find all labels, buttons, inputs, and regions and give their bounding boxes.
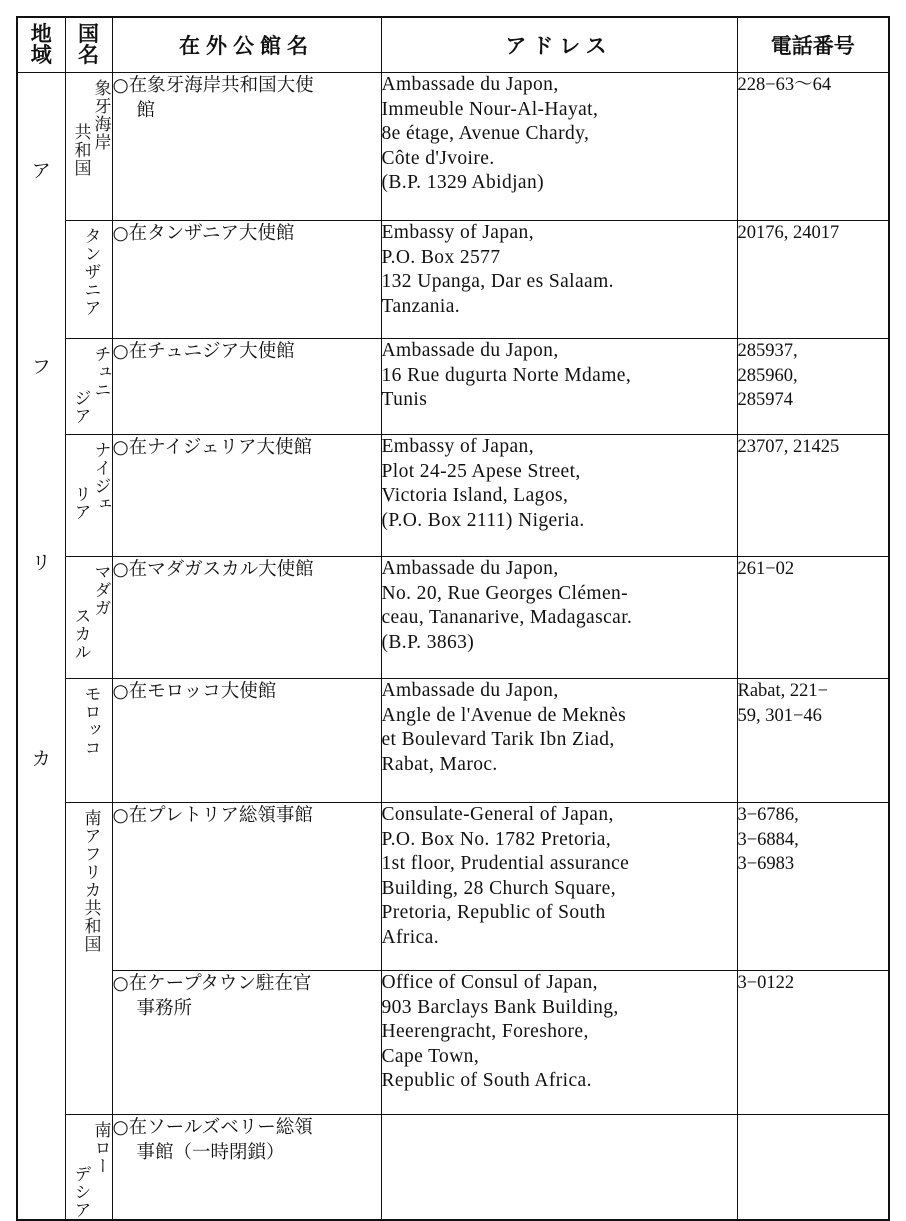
address-cell bbox=[381, 339, 737, 435]
address-line: Ambassade du Japon, bbox=[381, 74, 559, 95]
address-line: Tanzania. bbox=[381, 295, 461, 317]
country-name-column: ナイジェ bbox=[90, 441, 111, 513]
mission-name bbox=[112, 971, 381, 1115]
phone-cell bbox=[737, 1115, 889, 1221]
address-line: Victoria Island, Lagos, bbox=[381, 485, 569, 506]
address-line: Pretoria, Republic of South bbox=[381, 902, 606, 923]
mission-name bbox=[112, 803, 381, 971]
mission-name-line: ○在ソールズベリー総領 bbox=[112, 1117, 313, 1138]
address-cell bbox=[381, 221, 737, 339]
country-name-column: マダガ bbox=[90, 563, 111, 617]
mission-name-line: ○在ナイジェリア大使館 bbox=[112, 437, 312, 458]
mission-name-line: ○在プレトリア総領事館 bbox=[112, 805, 313, 826]
header-row bbox=[17, 17, 889, 73]
address-line: Heerengracht, Foreshore, bbox=[381, 1021, 589, 1042]
country-name-column: 共和国 bbox=[70, 123, 91, 177]
embassy-table bbox=[16, 16, 890, 1221]
address-line: et Boulevard Tarik Ibn Ziad, bbox=[381, 729, 615, 750]
table-row bbox=[17, 557, 889, 679]
phone-line: 3−6983 bbox=[737, 854, 795, 874]
region-cell bbox=[17, 73, 65, 1221]
country-name-column: モロッコ bbox=[80, 685, 101, 757]
phone-line: Rabat, 221− bbox=[737, 681, 829, 701]
table-row bbox=[17, 339, 889, 435]
address-cell bbox=[381, 73, 737, 221]
address-line: (P.O. Box 2111) Nigeria. bbox=[381, 509, 585, 531]
mission-name-line: ○在モロッコ大使館 bbox=[112, 681, 277, 702]
phone-cell bbox=[737, 971, 889, 1115]
country-name-column: リア bbox=[70, 485, 91, 521]
address-line: Cape Town, bbox=[381, 1045, 480, 1067]
mission-name bbox=[112, 221, 381, 339]
address-cell bbox=[381, 435, 737, 557]
address-line: P.O. Box No. 1782 Pretoria, bbox=[381, 828, 612, 850]
phone-line: 261−02 bbox=[737, 559, 795, 579]
country-name bbox=[65, 73, 112, 221]
phone-cell bbox=[737, 435, 889, 557]
mission-name bbox=[112, 435, 381, 557]
address-cell bbox=[381, 679, 737, 803]
address-line: Côte d'Jvoire. bbox=[381, 147, 495, 169]
phone-line: 3−0122 bbox=[737, 973, 795, 993]
address-line: Plot 24-25 Apese Street, bbox=[381, 460, 581, 482]
region-char: フ bbox=[31, 356, 51, 378]
address-cell bbox=[381, 557, 737, 679]
country-name-column: チュニ bbox=[90, 345, 111, 399]
address-line: 903 Barclays Bank Building, bbox=[381, 996, 619, 1018]
phone-line: 285960, bbox=[737, 365, 798, 386]
mission-name-line: ○在ケープタウン駐在官 bbox=[112, 973, 312, 994]
mission-name-line: ○在マダガスカル大使館 bbox=[112, 559, 314, 580]
table-row bbox=[17, 435, 889, 557]
phone-line: 285937, bbox=[737, 341, 798, 361]
mission-name-line: ○在タンザニア大使館 bbox=[112, 223, 295, 244]
country-name bbox=[65, 557, 112, 679]
header-mission-name: 在外公館名 bbox=[112, 17, 381, 73]
address-line: No. 20, Rue Georges Clémen- bbox=[381, 582, 629, 604]
mission-name bbox=[112, 73, 381, 221]
address-cell bbox=[381, 803, 737, 971]
address-line: Africa. bbox=[381, 926, 439, 948]
phone-line: 3−6884, bbox=[737, 829, 799, 850]
country-name bbox=[65, 1115, 112, 1221]
mission-name-line: 館 bbox=[136, 100, 156, 121]
mission-name-line: ○在象牙海岸共和国大使 bbox=[112, 75, 314, 96]
mission-name bbox=[112, 679, 381, 803]
header-phone: 電話番号 bbox=[737, 17, 889, 73]
country-name bbox=[65, 435, 112, 557]
phone-line: 285974 bbox=[737, 390, 793, 410]
phone-line: 228−63〜64 bbox=[737, 75, 832, 95]
region-char: リ bbox=[31, 552, 51, 574]
mission-name-line: 事館（一時閉鎖） bbox=[136, 1142, 285, 1163]
mission-name-line: 事務所 bbox=[136, 998, 193, 1019]
mission-name-line: ○在チュニジア大使館 bbox=[112, 341, 295, 362]
address-line: Rabat, Maroc. bbox=[381, 753, 498, 775]
mission-name bbox=[112, 339, 381, 435]
address-line: Ambassade du Japon, bbox=[381, 680, 559, 701]
address-line: Embassy of Japan, bbox=[381, 222, 534, 243]
region-char: カ bbox=[31, 748, 51, 770]
address-line: (B.P. 3863) bbox=[381, 631, 475, 653]
country-name-column: 南アフリカ共和国 bbox=[80, 809, 101, 953]
table-row bbox=[17, 221, 889, 339]
address-line: 1st floor, Prudential assurance bbox=[381, 853, 630, 874]
mission-name bbox=[112, 557, 381, 679]
country-name-column: 象牙海岸 bbox=[90, 79, 111, 151]
mission-name bbox=[112, 1115, 381, 1221]
address-line: 132 Upanga, Dar es Salaam. bbox=[381, 271, 614, 292]
address-line: Ambassade du Japon, bbox=[381, 558, 559, 579]
phone-line: 59, 301−46 bbox=[737, 705, 822, 726]
phone-line: 3−6786, bbox=[737, 805, 799, 825]
country-name bbox=[65, 679, 112, 803]
country-name bbox=[65, 221, 112, 339]
address-line: P.O. Box 2577 bbox=[381, 246, 501, 268]
phone-cell bbox=[737, 339, 889, 435]
address-line: Immeuble Nour-Al-Hayat, bbox=[381, 98, 599, 120]
phone-line: 20176, 24017 bbox=[737, 223, 840, 243]
address-line: (B.P. 1329 Abidjan) bbox=[381, 172, 545, 193]
address-cell bbox=[381, 971, 737, 1115]
address-cell bbox=[381, 1115, 737, 1221]
phone-cell bbox=[737, 221, 889, 339]
address-line: 16 Rue dugurta Norte Mdame, bbox=[381, 364, 632, 386]
region-char: ア bbox=[31, 160, 51, 182]
header-address: アドレス bbox=[381, 17, 737, 73]
table-row bbox=[17, 679, 889, 803]
table-row bbox=[17, 73, 889, 221]
table-row bbox=[17, 971, 889, 1115]
address-line: Angle de l'Avenue de Meknès bbox=[381, 704, 627, 726]
phone-cell bbox=[737, 557, 889, 679]
country-name-column: 南ロー bbox=[90, 1121, 111, 1175]
address-line: Building, 28 Church Square, bbox=[381, 877, 616, 899]
address-line: Embassy of Japan, bbox=[381, 436, 534, 457]
header-region: 地 域 bbox=[17, 17, 65, 73]
country-name-column: デシア bbox=[70, 1165, 91, 1219]
country-name bbox=[65, 803, 112, 1115]
country-name bbox=[65, 339, 112, 435]
address-line: Tunis bbox=[381, 389, 428, 410]
country-name-column: スカル bbox=[70, 607, 91, 661]
country-name-column: ジア bbox=[70, 389, 91, 425]
address-line: Office of Consul of Japan, bbox=[381, 972, 598, 993]
address-line: Ambassade du Japon, bbox=[381, 340, 559, 361]
address-line: 8e étage, Avenue Chardy, bbox=[381, 123, 590, 144]
phone-cell bbox=[737, 803, 889, 971]
address-line: ceau, Tananarive, Madagascar. bbox=[381, 607, 633, 628]
phone-cell bbox=[737, 73, 889, 221]
phone-line: 23707, 21425 bbox=[737, 437, 840, 457]
table-row bbox=[17, 803, 889, 971]
table-row bbox=[17, 1115, 889, 1221]
address-line: Consulate-General of Japan, bbox=[381, 804, 614, 825]
phone-cell bbox=[737, 679, 889, 803]
header-country: 国 名 bbox=[65, 17, 112, 73]
address-line: Republic of South Africa. bbox=[381, 1070, 592, 1091]
country-name-column: タンザニア bbox=[80, 227, 101, 317]
